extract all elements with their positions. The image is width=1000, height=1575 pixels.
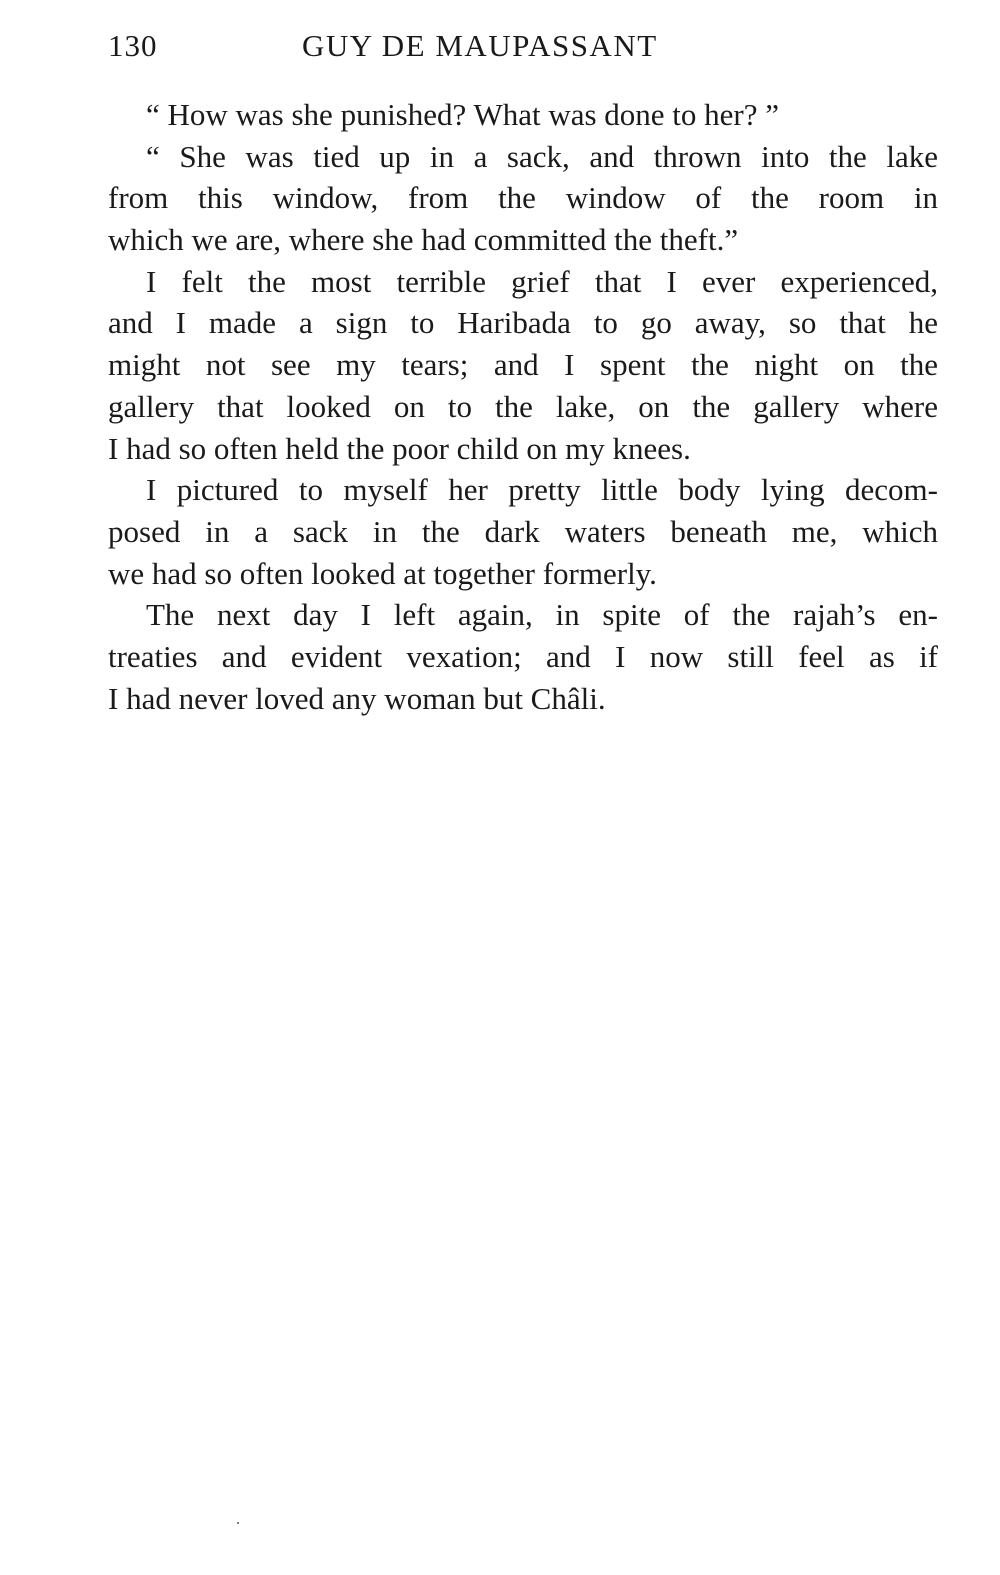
text-line: from this window, from the window of the room in	[108, 180, 938, 216]
running-head	[108, 28, 938, 78]
page-number: 130	[108, 28, 158, 63]
print-speck	[237, 1522, 239, 1524]
text-line: I had so often held the poor child on my knees.	[108, 430, 691, 466]
text-line: “ She was tied up in a sack, and thrown into the lake	[146, 138, 938, 174]
text-line: and I made a sign to Haribada to go away, so that he	[108, 305, 938, 341]
text-line: which we are, where she had committed the theft.”	[108, 222, 739, 258]
text-line: treaties and evident vexation; and I now still feel as if	[108, 638, 938, 674]
text-line: “ How was she punished? What was done to her? ”	[146, 97, 780, 132]
text-line: might not see my tears; and I spent the night on the	[108, 347, 938, 383]
running-title: GUY DE MAUPASSANT	[302, 28, 658, 63]
text-line: I felt the most terrible grief that I ever experienced,	[146, 263, 938, 299]
text-line: we had so often looked at together formerly.	[108, 555, 657, 591]
text-line: gallery that looked on to the lake, on the gallery where	[108, 388, 938, 424]
text-line: I pictured to myself her pretty little body lying decom-	[146, 472, 938, 508]
text-line: I had never loved any woman but Châli.	[108, 680, 606, 716]
text-line: The next day I left again, in spite of the rajah’s en-	[146, 597, 938, 633]
body-text	[108, 94, 938, 719]
text-line: posed in a sack in the dark waters beneath me, which	[108, 513, 938, 549]
